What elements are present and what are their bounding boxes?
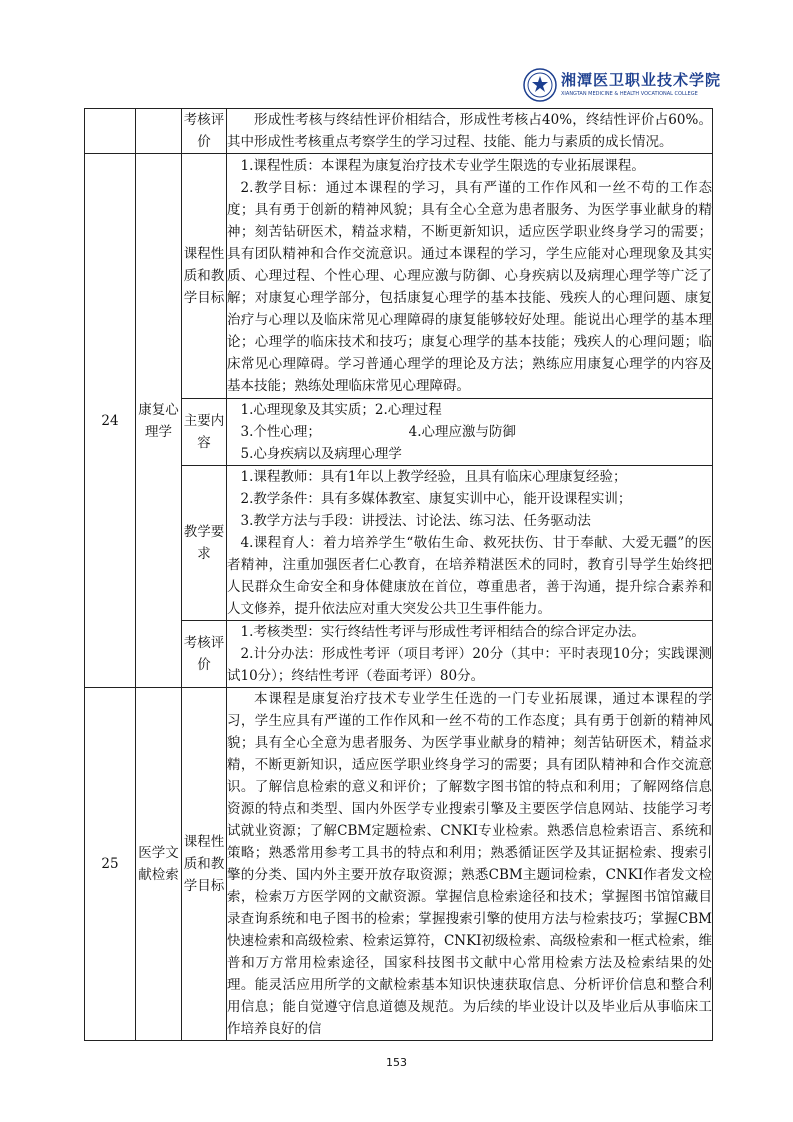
num-cell bbox=[85, 109, 136, 154]
paragraph: 本课程是康复治疗技术专业学生任选的一门专业拓展课，通过本课程的学习，学生应具有严谨的工作作风和一丝不苟的工作态度；具有勇于创新的精神风貌；具有全心全意为患者服务、为医学事业献身的精神；刻苦钻研医术，精益求精，不断更新知识，适应医学职业终身学习的需要；具有团队精神和合作交流意识。了解信息检索的意义和评价；了解数字图书馆的特点和利用；了解网络信息资源的特点和类型、国内外医学专业搜索引擎及主要医学信息网站、技能学习考试就业资源；了解CBM定题检索、CNKI专业检索。熟悉信息检索语言、系统和策略；熟悉常用参考工具书的特点和利用；熟悉循证医学及其证据检索、搜索引擎的分类、国内外主要开放存取资源；熟悉CBM主题词检索，CNKI作者发文检索，检索万方医学网的文献资源。掌握信息检索途径和技术；掌握图书馆馆藏目录查询系统和电子图书的检索；掌握搜索引擎的使用方法与检索技巧；掌握CBM快速检索和高级检索、检索运算符，CNKI初级检索、高级检索和一框式检索，维普和万方常用检索途径，国家科技图书文献中心常用检索方法及检索结果的处理。能灵活应用所学的文献检索基本知识快速获取信息、分析评价信息和整合利用信息；能自觉遵守信息道德及规范。为后续的毕业设计以及毕业后从事临床工作培养良好的信 bbox=[227, 691, 712, 1037]
section-content bbox=[227, 621, 713, 688]
table-row bbox=[85, 154, 713, 399]
table-row bbox=[85, 109, 713, 154]
college-logo-icon bbox=[523, 68, 557, 102]
section-label: 考核评价 bbox=[182, 109, 227, 154]
section-label: 教学要求 bbox=[182, 466, 227, 621]
paragraph: 1.课程性质：本课程为康复治疗技术专业学生限选的专业拓展课程。 bbox=[240, 158, 645, 174]
section-content bbox=[227, 399, 713, 466]
college-name: 湘潭医卫职业技术学院 bbox=[561, 71, 722, 89]
page-number: 153 bbox=[386, 1056, 407, 1069]
curriculum-table bbox=[84, 108, 713, 1041]
section-label: 课程性质和教学目标 bbox=[182, 154, 227, 399]
section-content bbox=[227, 154, 713, 399]
paragraph: 4.课程育人：着力培养学生“敬佑生命、救死扶伤、甘于奉献、大爱无疆”的医者精神，注重加强医者仁心教育，在培养精湛医术的同时，教育引导学生始终把人民群众生命安全和身体健康放在首位，尊重患者，善于沟通，提升综合素养和人文修养，提升依法应对重大突发公共卫生事件能力。 bbox=[227, 535, 712, 617]
section-label: 课程性质和教学目标 bbox=[182, 688, 227, 1041]
section-label: 考核评价 bbox=[182, 621, 227, 688]
paragraph: 2.计分办法：形成性考评（项目考评）20分（其中：平时表现10分；实践课测试10分）；终结性考评（卷面考评）80分。 bbox=[227, 646, 712, 684]
paragraph: 5.心身疾病以及病理心理学 bbox=[240, 446, 402, 462]
page-header bbox=[523, 66, 723, 106]
course-name: 医学文献检索 bbox=[136, 688, 182, 1041]
paragraph: 1.考核类型：实行终结性考评与形成性考评相结合的综合评定办法。 bbox=[240, 624, 645, 640]
course-number: 25 bbox=[85, 688, 136, 1041]
table-row bbox=[85, 688, 713, 1041]
paragraph: 2.教学条件：具有多媒体教室、康复实训中心，能开设课程实训； bbox=[240, 491, 632, 507]
paragraph: 3.教学方法与手段：讲授法、讨论法、练习法、任务驱动法 bbox=[240, 513, 591, 529]
section-content bbox=[227, 109, 713, 154]
course-number: 24 bbox=[85, 154, 136, 688]
paragraph: 3.个性心理； 4.心理应激与防御 bbox=[240, 424, 517, 440]
course-name: 康复心理学 bbox=[136, 154, 182, 688]
section-label: 主要内容 bbox=[182, 399, 227, 466]
paragraph: 形成性考核与终结性评价相结合，形成性考核占40%，终结性评价占60%。其中形成性考核重点考察学生的学习过程、技能、能力与素质的成长情况。 bbox=[227, 112, 712, 150]
section-content bbox=[227, 466, 713, 621]
paragraph: 1.课程教师：具有1年以上教学经验，且具有临床心理康复经验； bbox=[240, 469, 627, 485]
paragraph: 2.教学目标：通过本课程的学习，具有严谨的工作作风和一丝不苟的工作态度；具有勇于创新的精神风貌；具有全心全意为患者服务、为医学事业献身的精神；刻苦钻研医术，精益求精，不断更新知识，适应医学职业终身学习的需要；具有团队精神和合作交流意识。通过本课程的学习，学生应能对心理现象及其实质、心理过程、个性心理、心理应激与防御、心身疾病以及病理心理学等广泛了解；对康复心理学部分，包括康复心理学的基本技能、残疾人的心理问题、康复治疗与心理以及临床常见心理障碍的康复能够较好处理。能说出心理学的基本理论；心理学的临床技术和技巧；康复心理学的基本技能；残疾人的心理问题；临床常见心理障碍。学习普通心理学的理论及方法；熟练应用康复心理学的内容及基本技能；熟练处理临床常见心理障碍。 bbox=[227, 180, 712, 394]
course-name-cell bbox=[136, 109, 182, 154]
paragraph: 1.心理现象及其实质；2.心理过程 bbox=[240, 402, 442, 418]
section-content bbox=[227, 688, 713, 1041]
college-name-en: XIANGTAN MEDICINE & HEALTH VOCATIONAL COLLEGE bbox=[561, 91, 698, 97]
